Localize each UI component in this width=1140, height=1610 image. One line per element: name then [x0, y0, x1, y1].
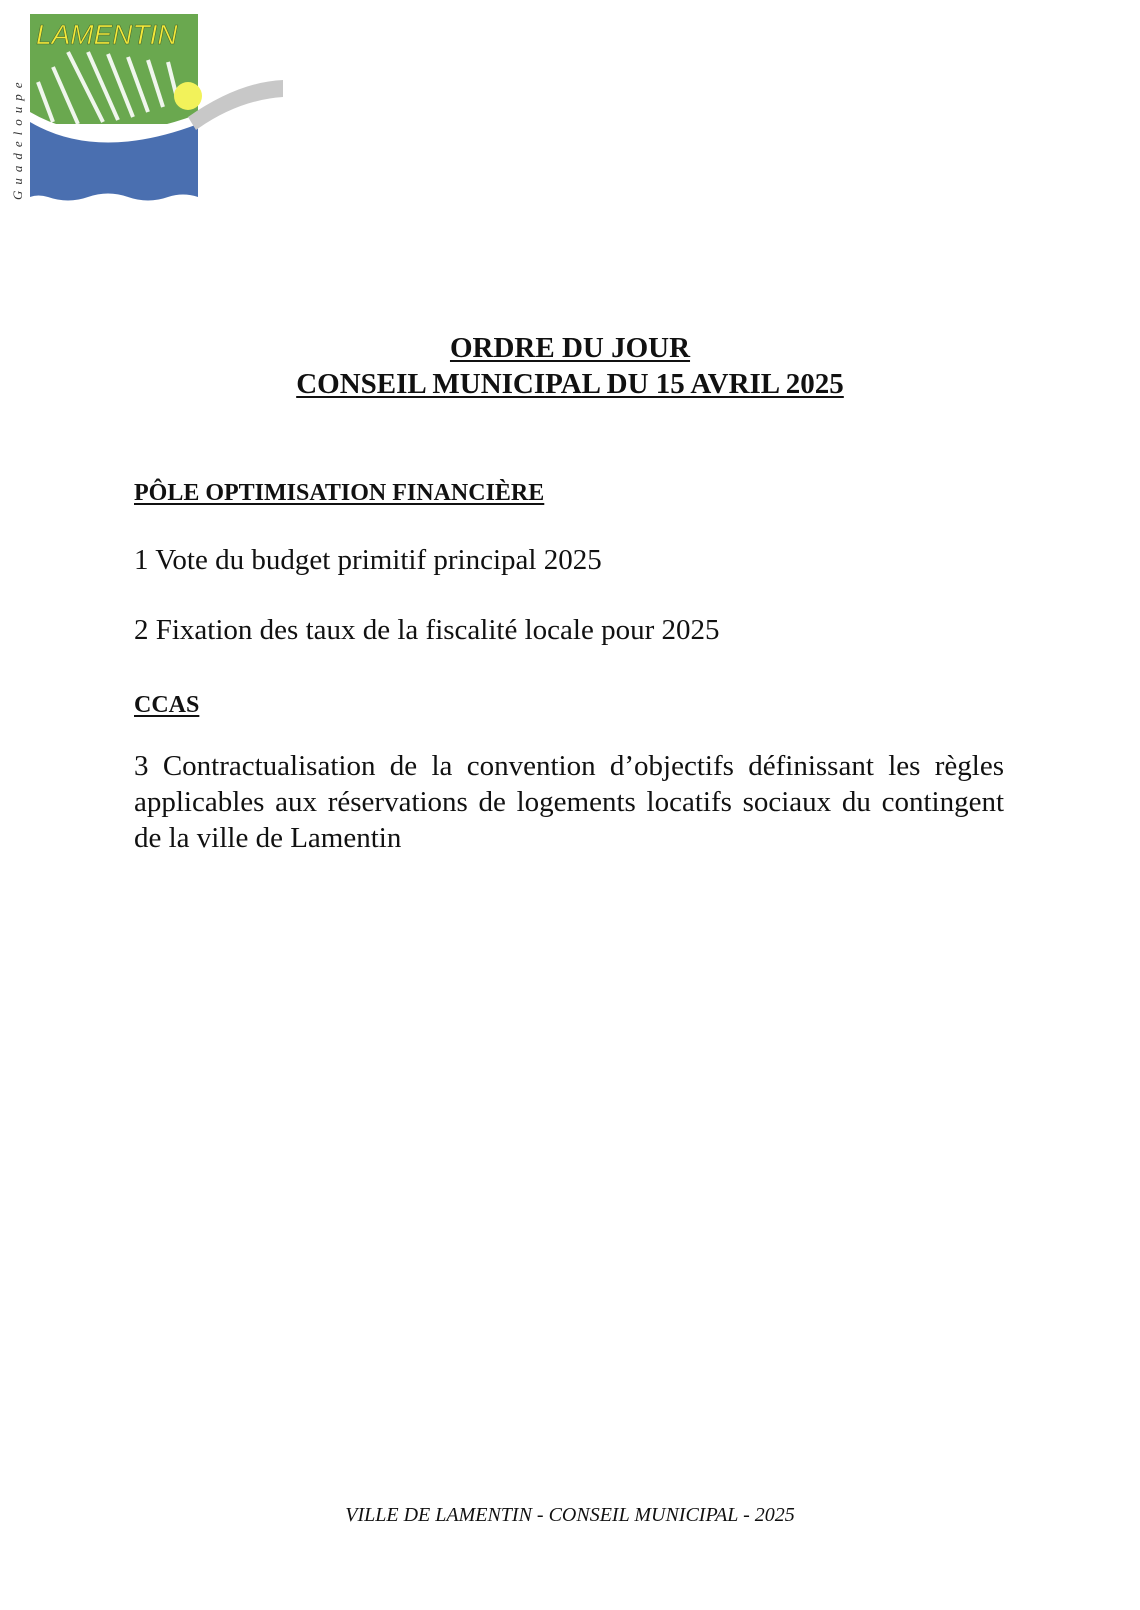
agenda-item-1: 1 Vote du budget primitif principal 2025 — [134, 544, 602, 576]
section-title: PÔLE OPTIMISATION FINANCIÈRE — [134, 480, 545, 506]
section-ccas — [134, 690, 1004, 856]
logo-name: LAMENTIN — [36, 19, 178, 50]
title-line-2: CONSEIL MUNICIPAL DU 15 AVRIL 2025 — [296, 368, 844, 400]
document-title — [0, 330, 1140, 402]
agenda-item-2: 2 Fixation des taux de la fiscalité locale pour 2025 — [134, 614, 720, 646]
section-title: CCAS — [134, 692, 200, 718]
lamentin-logo — [8, 12, 293, 207]
logo-region: Guadeloupe — [10, 76, 25, 200]
title-line-1: ORDRE DU JOUR — [449, 332, 691, 364]
agenda-item-3: 3 Contractualisation de la convention d’objectifs définissant les règles applicables aux réservations de logements locatifs sociaux du contingent de la ville de Lamentin — [134, 750, 1004, 854]
page-footer: VILLE DE LAMENTIN - CONSEIL MUNICIPAL - 2025 — [345, 1504, 795, 1526]
section-pole-optimisation — [134, 478, 1004, 648]
sun-icon — [174, 82, 202, 110]
